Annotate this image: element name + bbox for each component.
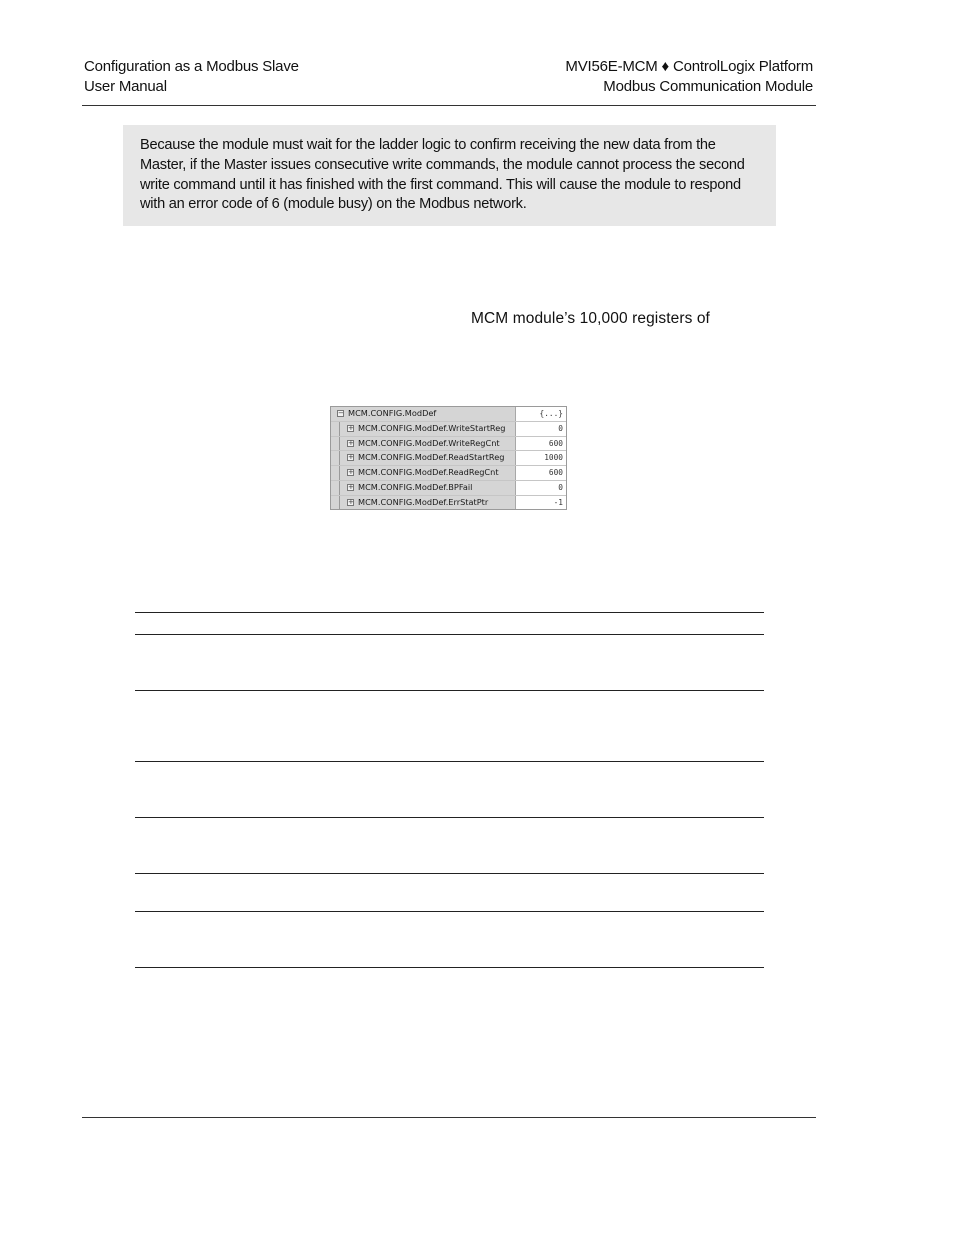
tag-name: MCM.CONFIG.ModDef.ErrStatPtr [358,496,489,507]
tag-name: MCM.CONFIG.ModDef.ReadRegCnt [358,467,499,478]
collapse-minus-icon[interactable]: − [338,409,344,417]
tag-row[interactable] [331,437,566,452]
expand-plus-icon[interactable]: + [348,453,354,462]
tag-name: MCM.CONFIG.ModDef.ReadStartReg [358,452,505,463]
tag-name: MCM.CONFIG.ModDef [348,408,437,418]
tag-value[interactable]: 600 [548,468,563,478]
expand-plus-icon[interactable]: + [348,423,354,432]
table-rule [135,817,764,818]
header-manual-type: User Manual [84,77,167,95]
page-header-left [84,57,299,96]
header-divider [82,105,816,106]
table-rule [135,612,764,613]
table-rule [135,690,764,691]
footer-divider [82,1117,816,1118]
tag-row-parent[interactable] [331,407,566,422]
expand-plus-icon[interactable]: + [348,497,354,506]
expand-plus-icon[interactable]: + [348,438,354,447]
tag-name: MCM.CONFIG.ModDef.BPFail [358,481,473,492]
table-rule [135,634,764,635]
tag-value[interactable]: 0 [558,482,563,492]
controller-tags-table [330,406,567,510]
table-rule [135,761,764,762]
tag-name: MCM.CONFIG.ModDef.WriteRegCnt [358,437,500,448]
table-rule [135,873,764,874]
header-module-name: Modbus Communication Module [603,77,813,95]
header-product-name: MVI56E-MCM ♦ ControlLogix Platform [565,58,813,75]
tag-row[interactable] [331,466,566,481]
tag-value[interactable]: -1 [553,497,563,507]
tag-row[interactable] [331,422,566,437]
tag-value[interactable]: 0 [558,423,563,433]
tag-row[interactable] [331,496,566,510]
tag-value[interactable]: {...} [539,409,563,418]
tag-row[interactable] [331,451,566,466]
tag-value[interactable]: 600 [548,438,563,448]
tag-value[interactable]: 1000 [544,453,563,463]
body-text-fragment: MCM module’s 10,000 registers of [471,310,710,327]
note-box [123,125,776,226]
table-rule [135,911,764,912]
tag-name: MCM.CONFIG.ModDef.WriteStartReg [358,422,506,433]
page-header-right [565,57,813,96]
header-section-title: Configuration as a Modbus Slave [84,58,299,75]
table-rule [135,967,764,968]
note-text: Because the module must wait for the ladder logic to confirm receiving the new data from the Master, if the Master issues consecutive write commands, the module cannot process the second write command until it has finished with the first command. This will cause the module to respond with an error code of 6 (module busy) on the Modbus network. [140,137,745,213]
tag-row[interactable] [331,481,566,496]
expand-plus-icon[interactable]: + [348,482,354,491]
expand-plus-icon[interactable]: + [348,468,354,477]
